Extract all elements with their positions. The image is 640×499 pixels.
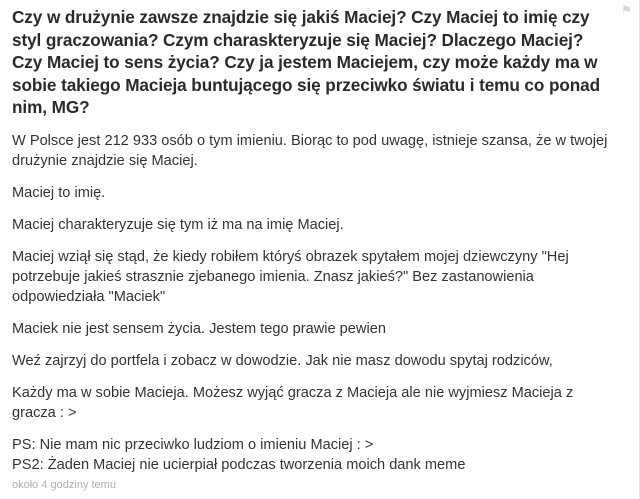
answer-paragraph: Maciej to imię. xyxy=(12,184,106,201)
answer-paragraph: Maciej charakteryzuje się tym iż ma na imię Maciej. xyxy=(12,216,344,233)
answer-post xyxy=(12,0,612,487)
answer-paragraph: Weź zajrzyj do portfela i zobacz w dowodzie. Jak nie masz dowodu spytaj rodziców, xyxy=(12,352,553,369)
question-text: Czy w drużynie zawsze znajdzie się jakiś Maciej? Czy Maciej to imię czy styl graczowania? Czym charaskteryzuje się Maciej? Dlaczego Maciej? Czy Maciej to sens życia? Czy ja jestem Maciejem, czy może każdy ma w sobie takiego Macieja buntującego się przeciwko światu i temu co ponad nim, MG? xyxy=(12,7,601,118)
answer-paragraph: Maciej wziął się stąd, że kiedy robiłem któryś obrazek spytałem mojej dziewczyny "Hej potrzebuje jakieś strasznie zjebanego imienia. Znasz jakieś?" Bez zastanowienia odpowiedziała "Maciek" xyxy=(12,248,569,305)
answer-timestamp: około 4 godziny temu xyxy=(12,479,116,491)
answer-postscript: PS2: Żaden Maciej nie ucierpiał podczas tworzenia moich dank meme xyxy=(12,456,466,473)
answer-paragraph: Maciek nie jest sensem życia. Jestem tego prawie pewien xyxy=(12,320,386,337)
answer-paragraph: Każdy ma w sobie Macieja. Możesz wyjąć gracza z Macieja ale nie wyjmiesz Macieja z gracza : > xyxy=(12,384,574,421)
answer-postscript: PS: Nie mam nic przeciwko ludziom o imieniu Maciej : > xyxy=(12,436,374,453)
flag-icon[interactable]: ⚑ xyxy=(621,3,632,17)
answer-paragraph: W Polsce jest 212 933 osób o tym imieniu. Biorąc to pod uwagę, istnieje szansa, że w twojej drużynie znajdzie się Maciej. xyxy=(12,132,608,169)
answer-body xyxy=(12,131,612,475)
